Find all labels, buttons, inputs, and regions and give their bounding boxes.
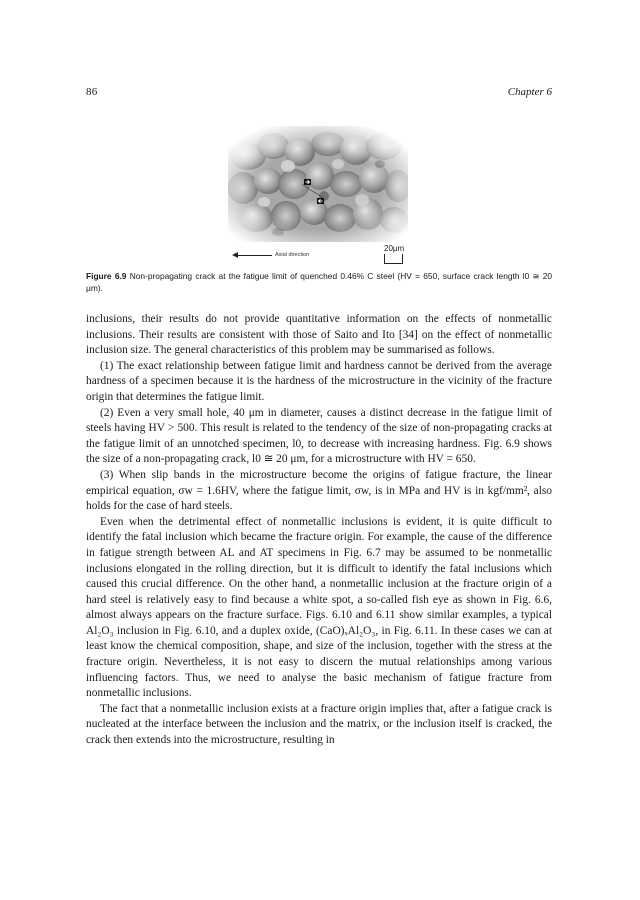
paragraph: (1) The exact relationship between fatigue limit and hardness cannot be derived from the average hardness of a specimen because it is the hardness of the microstructure in the vicinity of the fracture origin that determines the fatigue limit. — [86, 359, 552, 403]
paragraph: (2) Even a very small hole, 40 μm in diameter, causes a distinct decrease in the fatigue limit of steels having HV > 500. This result is related to the tendency of the size of non-propagating cracks at the fatigue limit of an unnotched specimen, l0, to decrease with increasing hardness. Fig. 6.9 shows the size of a non-propagating crack, l0 ≅ 20 μm, for a microstructure with HV = 650. — [86, 406, 552, 466]
micrograph-figure — [228, 126, 408, 242]
paragraph: inclusions, their results do not provide quantitative information on the effects of nonmetallic inclusions. Their results are consistent with those of Saito and Ito [34] on the effect of nonmetallic inclusion size. The general characteristics of this problem may be summarised as follows. — [86, 313, 552, 357]
paragraph: The fact that a nonmetallic inclusion exists at a fracture origin implies that, after a fatigue crack is nucleated at the interface between the inclusion and the matrix, or the inclusion itself is cracked, the crack then extends into the microstructure, resulting in — [86, 702, 552, 747]
axial-direction-label: Axial direction — [275, 252, 310, 258]
page-number: 86 — [86, 86, 98, 98]
figure-caption-text: Non-propagating crack at the fatigue limit of quenched 0.46% C steel (HV = 650, surface crack length l0 ≅ 20 μm). — [86, 271, 553, 293]
scale-bar-label: 20μm — [384, 244, 405, 253]
scale-bar — [384, 254, 403, 264]
axial-direction-indicator — [236, 249, 309, 261]
micrograph-image — [228, 126, 408, 242]
paragraph: Even when the detrimental effect of nonmetallic inclusions is evident, it is quite difficult to identify the fatal inclusion which became the fracture origin. For example, the cause of the difference in fatigue strength between AL and AT specimens in Fig. 6.7 may be assumed to be nonmetallic inclusions elongated in the rolling direction, but it is difficult to identify the fatal inclusions which caused this crucial difference. On the other hand, a nonmetallic inclusion at the fracture origin of a hard steel is relatively easy to find because a white spot, a so-called fish eye as shown in Fig. 6.6, almost always appears on the fracture surface. Figs. 6.10 and 6.11 show similar examples, a typical Al₂O₃ inclusion in Fig. 6.10, and a duplex oxide, (CaO)ₓAl₂O₃, in Fig. 6.11. In these cases we can at least know the chemical composition, shape, and size of the inclusion, together with the stress at the fracture origin. Nevertheless, it is not easy to discern the mutual relationships among various influencing factors. Thus, we need to analyse the basic mechanism of fatigue fracture from nonmetallic inclusions. — [86, 515, 552, 700]
figure-caption-label: Figure 6.9 — [86, 271, 127, 281]
figure-caption — [86, 270, 552, 294]
axial-direction-arrow-icon — [236, 255, 272, 256]
paragraph: (3) When slip bands in the microstructure become the origins of fatigue fracture, the linear empirical equation, σw = 1.6HV, where the fatigue limit, σw, is in MPa and HV is in kgf/mm², also holds for the case of hard steels. — [86, 468, 552, 513]
body-text — [86, 312, 552, 749]
running-head: Chapter 6 — [507, 86, 552, 98]
